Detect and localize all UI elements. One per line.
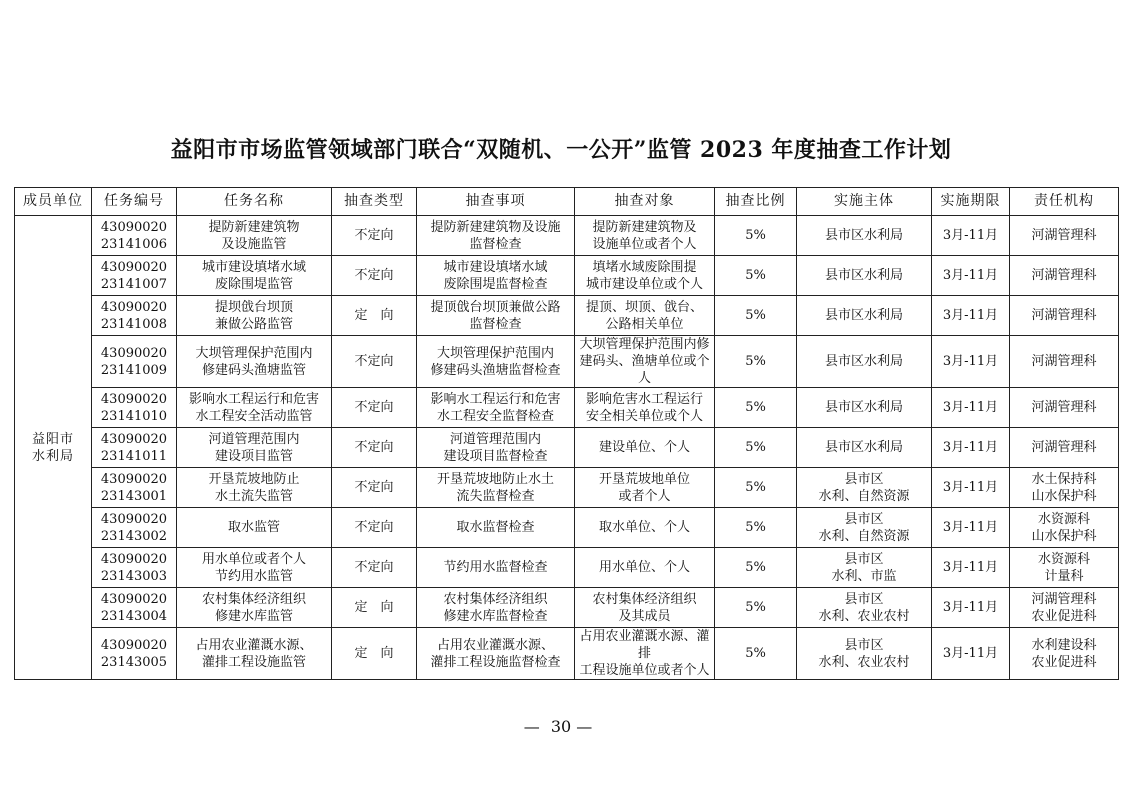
check-ratio-cell: 5%: [715, 628, 797, 680]
period-cell: 3月-11月: [932, 388, 1010, 428]
check-type-cell: 不定向: [332, 468, 417, 508]
task-name-cell: 影响水工程运行和危害 水工程安全活动监管: [177, 388, 332, 428]
check-item-cell: 城市建设填堵水域 废除围堤监督检查: [417, 256, 575, 296]
table-row: [15, 588, 1119, 628]
implementer-cell: 县市区水利局: [797, 296, 932, 336]
table-row: [15, 508, 1119, 548]
period-cell: 3月-11月: [932, 216, 1010, 256]
page-number-value: 30: [550, 717, 572, 736]
check-type-cell: 不定向: [332, 548, 417, 588]
header-task-id: 任务编号: [92, 188, 177, 216]
check-type-cell: 定 向: [332, 588, 417, 628]
implementer-cell: 县市区水利局: [797, 388, 932, 428]
check-type-cell: 不定向: [332, 388, 417, 428]
table-row: [15, 628, 1119, 680]
check-target-cell: 大坝管理保护范围内修 建码头、渔塘单位或个人: [575, 336, 715, 388]
table-row: [15, 216, 1119, 256]
table-row: [15, 428, 1119, 468]
header-implementer: 实施主体: [797, 188, 932, 216]
check-ratio-cell: 5%: [715, 388, 797, 428]
task-id-cell: 43090020 23141009: [92, 336, 177, 388]
period-cell: 3月-11月: [932, 336, 1010, 388]
check-item-cell: 农村集体经济组织 修建水库监督检查: [417, 588, 575, 628]
period-cell: 3月-11月: [932, 548, 1010, 588]
implementer-cell: 县市区 水利、市监: [797, 548, 932, 588]
header-member-unit: 成员单位: [15, 188, 92, 216]
responsible-org-cell: 河湖管理科: [1010, 388, 1119, 428]
check-type-cell: 不定向: [332, 336, 417, 388]
task-name-cell: 河道管理范围内 建设项目监管: [177, 428, 332, 468]
check-item-cell: 节约用水监督检查: [417, 548, 575, 588]
implementer-cell: 县市区 水利、农业农村: [797, 628, 932, 680]
check-item-cell: 影响水工程运行和危害 水工程安全监督检查: [417, 388, 575, 428]
task-name-cell: 占用农业灌溉水源、 灌排工程设施监管: [177, 628, 332, 680]
period-cell: 3月-11月: [932, 588, 1010, 628]
check-target-cell: 填堵水域废除围提 城市建设单位或个人: [575, 256, 715, 296]
period-cell: 3月-11月: [932, 628, 1010, 680]
implementer-cell: 县市区 水利、自然资源: [797, 468, 932, 508]
check-item-cell: 河道管理范围内 建设项目监督检查: [417, 428, 575, 468]
task-name-cell: 开垦荒坡地防止 水土流失监管: [177, 468, 332, 508]
check-target-cell: 农村集体经济组织 及其成员: [575, 588, 715, 628]
task-name-cell: 城市建设填堵水域 废除围堤监管: [177, 256, 332, 296]
member-unit-cell: 益阳市 水利局: [15, 216, 92, 680]
header-check-type: 抽查类型: [332, 188, 417, 216]
task-name-cell: 大坝管理保护范围内 修建码头渔塘监管: [177, 336, 332, 388]
header-task-name: 任务名称: [177, 188, 332, 216]
inspection-plan-table: [14, 187, 1119, 680]
task-id-cell: 43090020 23143003: [92, 548, 177, 588]
task-name-cell: 提防新建建筑物 及设施监管: [177, 216, 332, 256]
check-target-cell: 影响危害水工程运行 安全相关单位或个人: [575, 388, 715, 428]
period-cell: 3月-11月: [932, 508, 1010, 548]
check-ratio-cell: 5%: [715, 336, 797, 388]
responsible-org-cell: 水土保持科 山水保护科: [1010, 468, 1119, 508]
page-title: 益阳市市场监管领域部门联合“双随机、一公开”监管 2023 年度抽查工作计划: [170, 137, 952, 163]
task-id-cell: 43090020 23141010: [92, 388, 177, 428]
table-row: [15, 388, 1119, 428]
check-ratio-cell: 5%: [715, 548, 797, 588]
table-row: [15, 296, 1119, 336]
check-item-cell: 提防新建建筑物及设施 监督检查: [417, 216, 575, 256]
check-target-cell: 占用农业灌溉水源、灌排 工程设施单位或者个人: [575, 628, 715, 680]
task-name-cell: 取水监管: [177, 508, 332, 548]
check-ratio-cell: 5%: [715, 468, 797, 508]
implementer-cell: 县市区水利局: [797, 216, 932, 256]
table-row: [15, 256, 1119, 296]
task-name-cell: 农村集体经济组织 修建水库监管: [177, 588, 332, 628]
check-item-cell: 提顶戗台坝顶兼做公路 监督检查: [417, 296, 575, 336]
check-item-cell: 大坝管理保护范围内 修建码头渔塘监督检查: [417, 336, 575, 388]
implementer-cell: 县市区水利局: [797, 428, 932, 468]
table-row: [15, 548, 1119, 588]
header-check-ratio: 抽查比例: [715, 188, 797, 216]
task-id-cell: 43090020 23141007: [92, 256, 177, 296]
responsible-org-cell: 水资源科 山水保护科: [1010, 508, 1119, 548]
responsible-org-cell: 河湖管理科: [1010, 256, 1119, 296]
implementer-cell: 县市区水利局: [797, 336, 932, 388]
table-row: [15, 336, 1119, 388]
responsible-org-cell: 河湖管理科: [1010, 428, 1119, 468]
check-ratio-cell: 5%: [715, 256, 797, 296]
header-check-item: 抽查事项: [417, 188, 575, 216]
responsible-org-cell: 河湖管理科: [1010, 216, 1119, 256]
task-id-cell: 43090020 23141011: [92, 428, 177, 468]
check-target-cell: 用水单位、个人: [575, 548, 715, 588]
check-ratio-cell: 5%: [715, 296, 797, 336]
task-name-cell: 提坝戗台坝顶 兼做公路监管: [177, 296, 332, 336]
period-cell: 3月-11月: [932, 428, 1010, 468]
check-type-cell: 定 向: [332, 628, 417, 680]
task-name-cell: 用水单位或者个人 节约用水监管: [177, 548, 332, 588]
task-id-cell: 43090020 23143001: [92, 468, 177, 508]
check-ratio-cell: 5%: [715, 216, 797, 256]
check-type-cell: 不定向: [332, 428, 417, 468]
page-number-dash-left: —: [523, 717, 546, 736]
period-cell: 3月-11月: [932, 256, 1010, 296]
check-target-cell: 开垦荒坡地单位 或者个人: [575, 468, 715, 508]
task-id-cell: 43090020 23141006: [92, 216, 177, 256]
implementer-cell: 县市区 水利、自然资源: [797, 508, 932, 548]
implementer-cell: 县市区水利局: [797, 256, 932, 296]
header-check-target: 抽查对象: [575, 188, 715, 216]
task-id-cell: 43090020 23141008: [92, 296, 177, 336]
responsible-org-cell: 河湖管理科 农业促进科: [1010, 588, 1119, 628]
check-ratio-cell: 5%: [715, 428, 797, 468]
header-responsible-org: 责任机构: [1010, 188, 1119, 216]
check-type-cell: 不定向: [332, 508, 417, 548]
check-item-cell: 取水监督检查: [417, 508, 575, 548]
responsible-org-cell: 河湖管理科: [1010, 296, 1119, 336]
check-target-cell: 取水单位、个人: [575, 508, 715, 548]
check-ratio-cell: 5%: [715, 508, 797, 548]
check-target-cell: 提顶、坝顶、戗台、 公路相关单位: [575, 296, 715, 336]
task-id-cell: 43090020 23143004: [92, 588, 177, 628]
check-target-cell: 建设单位、个人: [575, 428, 715, 468]
task-id-cell: 43090020 23143005: [92, 628, 177, 680]
check-target-cell: 提防新建建筑物及 设施单位或者个人: [575, 216, 715, 256]
responsible-org-cell: 水利建设科 农业促进科: [1010, 628, 1119, 680]
check-type-cell: 不定向: [332, 256, 417, 296]
table-row: [15, 468, 1119, 508]
responsible-org-cell: 水资源科 计量科: [1010, 548, 1119, 588]
page-number: [0, 717, 1122, 736]
table-header-row: [15, 188, 1119, 216]
period-cell: 3月-11月: [932, 468, 1010, 508]
check-item-cell: 开垦荒坡地防止水土 流失监督检查: [417, 468, 575, 508]
responsible-org-cell: 河湖管理科: [1010, 336, 1119, 388]
period-cell: 3月-11月: [932, 296, 1010, 336]
task-id-cell: 43090020 23143002: [92, 508, 177, 548]
page-number-dash-right: —: [576, 717, 599, 736]
check-item-cell: 占用农业灌溉水源、 灌排工程设施监督检查: [417, 628, 575, 680]
check-type-cell: 定 向: [332, 296, 417, 336]
check-ratio-cell: 5%: [715, 588, 797, 628]
implementer-cell: 县市区 水利、农业农村: [797, 588, 932, 628]
check-type-cell: 不定向: [332, 216, 417, 256]
header-period: 实施期限: [932, 188, 1010, 216]
